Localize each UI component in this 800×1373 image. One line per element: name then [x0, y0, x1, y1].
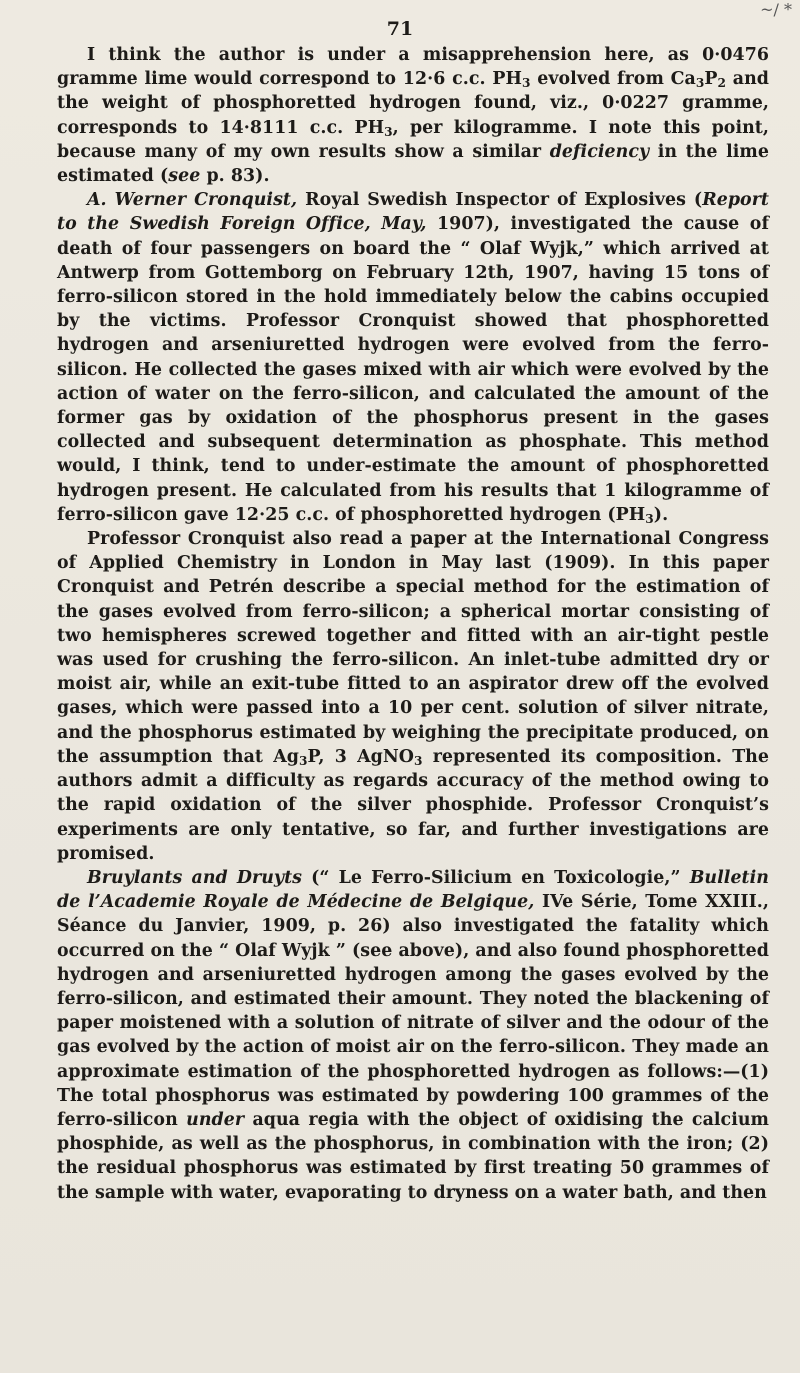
paragraph-2 [57, 188, 769, 527]
paragraph-1 [57, 43, 769, 188]
subscript: 3 [384, 124, 393, 139]
paragraph-4 [57, 866, 769, 1205]
italic-text: see [168, 166, 201, 187]
subscript: 2 [717, 76, 727, 91]
text-run: , per kilogramme. I note this point, because many of my own results show a similar [57, 117, 769, 162]
text-run: and the weight of phosphoretted hydrogen found, viz., 0·0227 gramme, corresponds to 14·8111 c.c. PH [57, 69, 770, 138]
subscript: 3 [298, 753, 308, 768]
page-number: 71 [386, 18, 414, 40]
italic-text: Report to the Swedish Foreign Office, May, [57, 190, 769, 235]
text-run: ). [653, 504, 669, 525]
paragraph-3 [57, 527, 769, 866]
text-run: Professor Cronquist also read a paper at the International Congress of Applied Chemistry in London in May last (1909). In this paper Cronquist and Petrén describe a special method for the estimation of the gases evolved from ferro-silicon; a spherical mortar consisting of two hemispheres screwed together and fitted with an air-tight pestle was used for crushing the ferro-silicon. An inlet-tube admitted dry or moist air, while an exit-tube fitted to an aspirator drew off the evolved gases, which were passed into a 10 per cent. solution of silver nitrate, and the phosphorus estimated by weighing the precipitate produced, on the assumption that Ag [57, 529, 769, 767]
italic-text: Bruylants and Druyts [87, 867, 302, 888]
text-run: in the lime estimated ( [57, 141, 769, 187]
italic-text: deficiency [549, 141, 650, 162]
subscript: 3 [521, 76, 531, 91]
text-run: evolved from Ca [530, 69, 696, 90]
italic-text: Bulletin de l’Academie Royale de Médecine de Belgique, [57, 867, 769, 913]
text-run: P [704, 69, 718, 90]
subscript: 3 [413, 753, 423, 768]
text-run: p. 83). [200, 166, 270, 187]
text-run: Royal Swedish Inspector of Explosives ( [297, 190, 703, 211]
subscript: 3 [645, 511, 654, 526]
text-run: P, 3 AgNO [307, 746, 414, 767]
text-run: represented its composition. The authors admit a difficulty as regards accuracy of the method owing to the rapid oxidation of the silver phosphide. Professor Cronquist’s experiments are only tentative, so far, and further investigations are promised. [57, 746, 769, 864]
subscript: 3 [695, 76, 705, 91]
text-run: aqua regia with the object of oxidising the calcium phosphide, as well as the phosphorus, in combination with the iron; (2) the residual phosphorus was estimated by first treating 50 grammes of the sample with water, evaporating to dryness on a water bath, and then [57, 1109, 769, 1203]
text-run: 1907), investigated the cause of death of four passengers on board the “ Olaf Wyjk,” which arrived at Antwerp from Gottemborg on February 12th, 1907, having 15 tons of ferro-silicon stored in the hold immediately below the cabins occupied by the victims. Professor Cronquist showed that phosphoretted hydrogen and arseniuretted hydrogen were evolved from the ferro-silicon. He collected the gases mixed with air which were evolved by the action of water on the ferro-silicon, and calculated the amount of the former gas by oxidation of the phosphorus present in the gases collected and subsequent determination as phosphate. This method would, I think, tend to under-estimate the amount of phosphoretted hydrogen present. He calculated from his results that 1 kilogramme of ferro-silicon gave 12·25 c.c. of phosphoretted hydrogen (PH [57, 214, 769, 525]
text-run: I think the author is under a misapprehension here, as 0·0476 gramme lime would correspond to 12·6 c.c. PH [57, 45, 769, 90]
corner-pencil-mark: ~/ * [760, 0, 792, 19]
italic-text: under [186, 1109, 245, 1130]
italic-text: A. Werner Cronquist, [87, 190, 298, 211]
body-text [57, 43, 769, 1205]
text-run: (“ Le Ferro-Silicium en Toxicologie,” [302, 867, 690, 888]
text-run: IVe Série, Tome XXIII., Séance du Janvier, 1909, p. 26) also investigated the fatality which occurred on the “ Olaf Wyjk ” (see above), and also found phosphoretted hydrogen and arseniuretted hydrogen among the gases evolved by the ferro-silicon, and estimated their amount. They noted the blackening of paper moistened with a solution of nitrate of silver and the odour of the gas evolved by the action of moist air on the ferro-silicon. They made an approximate estimation of the phosphoretted hydrogen as follows:—(1) The total phosphorus was estimated by powdering 100 grammes of the ferro-silicon [57, 892, 769, 1130]
